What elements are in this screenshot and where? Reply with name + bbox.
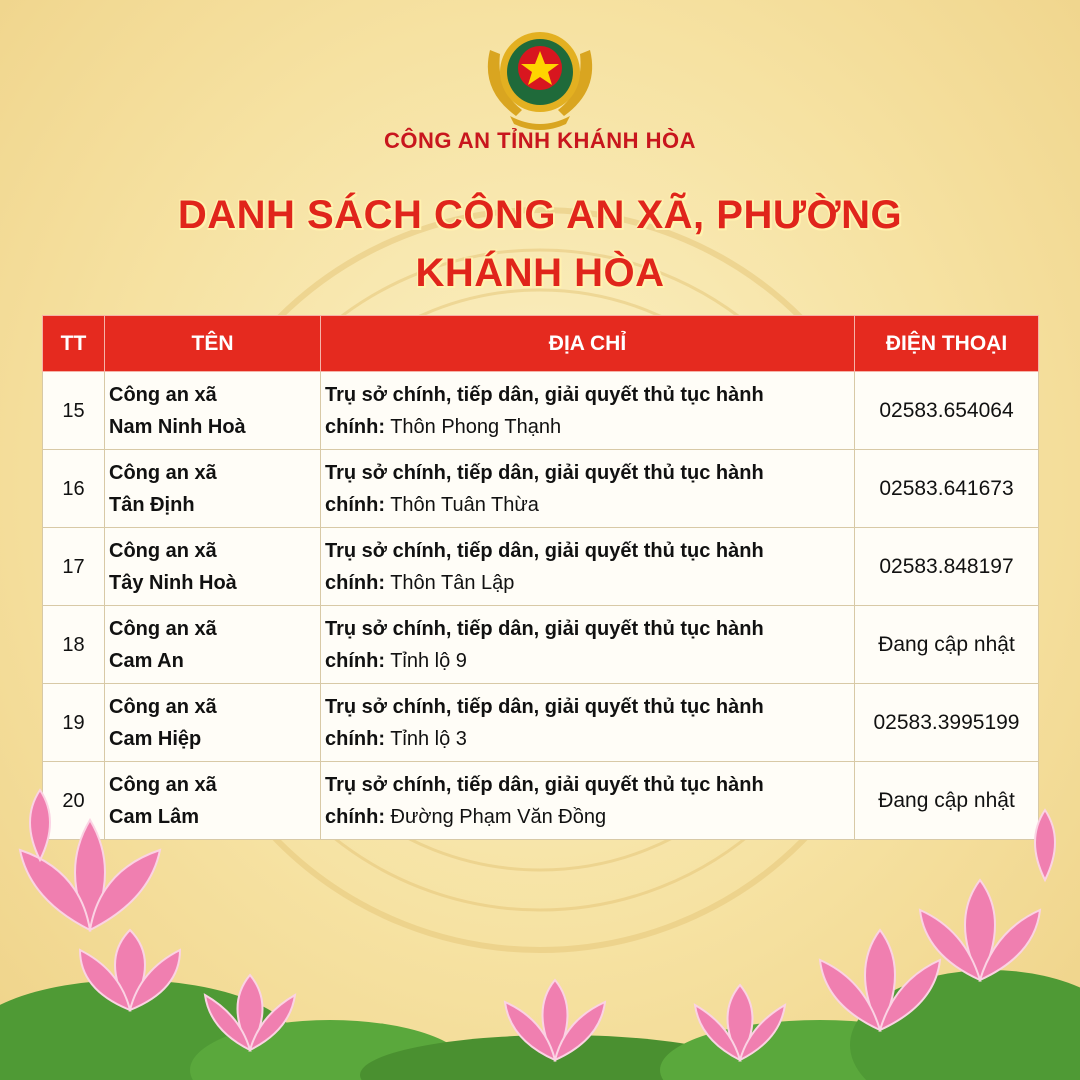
unit-name-line-2: Cam Lâm xyxy=(109,805,200,828)
unit-address xyxy=(321,372,855,450)
table-row xyxy=(43,450,1039,528)
unit-phone: Đang cập nhật xyxy=(855,606,1039,684)
address-value: Tỉnh lộ 9 xyxy=(385,649,467,672)
address-label: Trụ sở chính, tiếp dân, giải quyết thủ tục hành xyxy=(325,383,764,406)
table-row xyxy=(43,372,1039,450)
unit-phone: Đang cập nhật xyxy=(855,762,1039,840)
organization-name: CÔNG AN TỈNH KHÁNH HÒA xyxy=(383,128,697,153)
address-label-end: chính: xyxy=(325,727,385,750)
address-value: Thôn Tuân Thừa xyxy=(385,493,539,516)
unit-name-line-1: Công an xã xyxy=(109,461,217,484)
unit-phone: 02583.641673 xyxy=(855,450,1039,528)
row-number: 16 xyxy=(43,450,105,528)
unit-name xyxy=(105,684,321,762)
address-label-end: chính: xyxy=(325,805,385,828)
unit-address xyxy=(321,528,855,606)
address-label: Trụ sở chính, tiếp dân, giải quyết thủ tục hành xyxy=(325,539,764,562)
page-title-line-2: KHÁNH HÒA xyxy=(415,251,665,295)
address-label-end: chính: xyxy=(325,571,385,594)
row-number: 18 xyxy=(43,606,105,684)
address-value: Tỉnh lộ 3 xyxy=(385,727,467,750)
unit-name-line-1: Công an xã xyxy=(109,383,217,406)
address-label: Trụ sở chính, tiếp dân, giải quyết thủ tục hành xyxy=(325,617,764,640)
unit-address xyxy=(321,450,855,528)
address-value: Đường Phạm Văn Đồng xyxy=(385,805,607,828)
lotus-flower-icon xyxy=(0,780,1080,1080)
row-number: 19 xyxy=(43,684,105,762)
unit-name xyxy=(105,606,321,684)
row-number: 17 xyxy=(43,528,105,606)
table-row xyxy=(43,606,1039,684)
unit-name-line-2: Cam An xyxy=(109,649,184,672)
column-header-tt: TT xyxy=(43,316,105,372)
police-list-table xyxy=(42,315,1038,840)
page-title-line-1: DANH SÁCH CÔNG AN XÃ, PHƯỜNG xyxy=(177,193,903,237)
table-header-row xyxy=(43,316,1039,372)
address-label: Trụ sở chính, tiếp dân, giải quyết thủ tục hành xyxy=(325,461,764,484)
address-value: Thôn Tân Lập xyxy=(385,571,515,594)
address-value: Thôn Phong Thạnh xyxy=(385,415,562,438)
unit-name-line-2: Nam Ninh Hoà xyxy=(109,415,246,438)
table-row xyxy=(43,684,1039,762)
address-label: Trụ sở chính, tiếp dân, giải quyết thủ tục hành xyxy=(325,773,764,796)
unit-name-line-2: Tân Định xyxy=(109,493,195,516)
address-label: Trụ sở chính, tiếp dân, giải quyết thủ tục hành xyxy=(325,695,764,718)
police-emblem-icon xyxy=(476,20,604,132)
unit-phone: 02583.654064 xyxy=(855,372,1039,450)
column-header-address: ĐỊA CHỈ xyxy=(321,316,855,372)
unit-name xyxy=(105,450,321,528)
unit-name-line-1: Công an xã xyxy=(109,695,217,718)
unit-name xyxy=(105,528,321,606)
unit-name-line-2: Tây Ninh Hoà xyxy=(109,571,237,594)
unit-address xyxy=(321,606,855,684)
page-title xyxy=(0,186,1080,302)
address-label-end: chính: xyxy=(325,649,385,672)
row-number: 20 xyxy=(43,762,105,840)
column-header-name: TÊN xyxy=(105,316,321,372)
address-label-end: chính: xyxy=(325,415,385,438)
unit-phone: 02583.3995199 xyxy=(855,684,1039,762)
unit-phone: 02583.848197 xyxy=(855,528,1039,606)
unit-name-line-1: Công an xã xyxy=(109,773,217,796)
unit-name-line-1: Công an xã xyxy=(109,539,217,562)
unit-name-line-1: Công an xã xyxy=(109,617,217,640)
unit-name-line-2: Cam Hiệp xyxy=(109,727,202,750)
address-label-end: chính: xyxy=(325,493,385,516)
unit-name xyxy=(105,372,321,450)
table-row xyxy=(43,528,1039,606)
column-header-phone: ĐIỆN THOẠI xyxy=(855,316,1039,372)
row-number: 15 xyxy=(43,372,105,450)
unit-address xyxy=(321,684,855,762)
